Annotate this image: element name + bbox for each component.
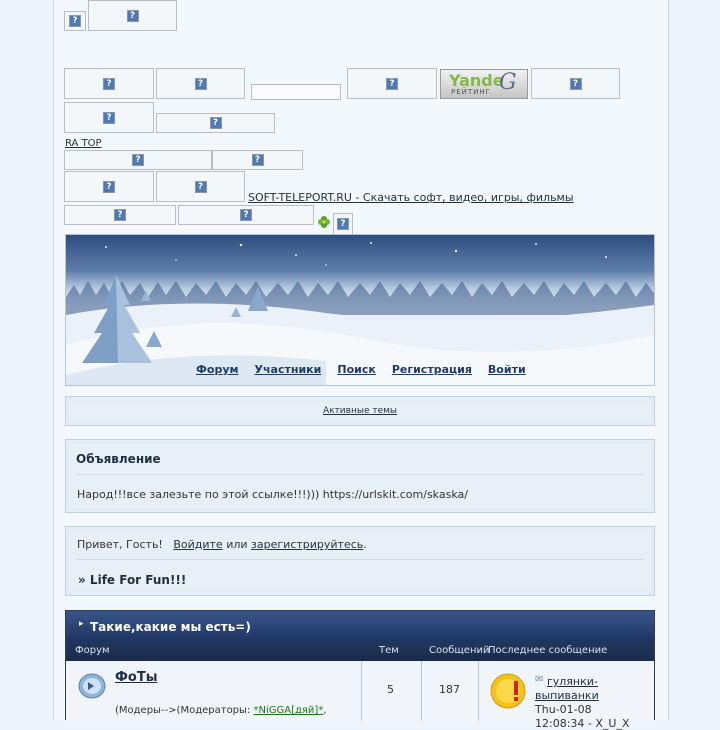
banner-2[interactable]: [88, 0, 177, 31]
moderators-prefix: (Модеры-->(Модераторы:: [115, 705, 254, 716]
welcome-line: [77, 538, 367, 551]
banner-11[interactable]: [64, 171, 154, 202]
active-topics-link[interactable]: Активные темы: [322, 406, 398, 416]
broken-image-icon: ?: [69, 15, 81, 27]
moderator-link[interactable]: *NiGGA[дяй]*: [253, 705, 324, 716]
banner-8[interactable]: [156, 113, 275, 133]
announcement-panel: [65, 439, 655, 513]
col-forum: Форум: [75, 645, 110, 656]
clover-icon[interactable]: [318, 216, 330, 228]
nav-search[interactable]: Поиск: [337, 363, 376, 376]
divider: [76, 474, 644, 475]
column-headers: [66, 642, 654, 661]
welcome-panel: [65, 526, 655, 596]
banner-15[interactable]: [333, 213, 353, 235]
last-post-avatar: [490, 673, 526, 709]
col-topics: Тем: [379, 645, 399, 656]
banner-14[interactable]: [178, 205, 314, 225]
banner-9[interactable]: [64, 150, 212, 170]
broken-image-icon: ?: [240, 209, 252, 221]
col-posts: Сообщений: [429, 645, 490, 656]
broken-image-icon: ?: [210, 117, 222, 129]
moderators-line: [115, 705, 327, 716]
forum-status-icon: [78, 673, 106, 699]
collapse-arrow-icon[interactable]: ▸: [79, 619, 84, 629]
nav-members[interactable]: Участники: [254, 363, 322, 376]
broken-image-icon: ?: [103, 181, 115, 193]
col-last-post: Последнее сообщение: [488, 645, 608, 656]
banner-7[interactable]: [64, 102, 154, 133]
banner-13[interactable]: [64, 205, 176, 225]
yandex-rating-badge[interactable]: [440, 69, 528, 99]
forum-link-foty[interactable]: ФоТы: [115, 670, 158, 685]
divider: [76, 559, 644, 560]
yandex-brand: Yande: [449, 71, 504, 90]
announcement-text: Народ!!!все залезьте по этой ссылке!!!))) https://urlskit.com/skaska/: [77, 488, 468, 501]
broken-image-icon: ?: [195, 78, 207, 90]
banner-empty-box[interactable]: [251, 84, 341, 100]
login-link[interactable]: Войдите: [173, 538, 223, 551]
forum-header: [65, 234, 655, 386]
greeting-text: Привет, Гость!: [77, 538, 163, 551]
broken-image-icon: ?: [103, 112, 115, 124]
banner-5[interactable]: [347, 68, 437, 99]
banner-3[interactable]: [64, 68, 154, 99]
announcement-title: Объявление: [76, 452, 161, 466]
broken-image-icon: ?: [127, 10, 139, 22]
nav-login[interactable]: Войти: [487, 363, 526, 376]
or-text: или: [226, 538, 248, 551]
board-title: » Life For Fun!!!: [78, 573, 187, 587]
register-link[interactable]: зарегистрируйтесь: [251, 538, 364, 551]
moderators-suffix: ,: [323, 705, 327, 716]
broken-image-icon: ?: [114, 209, 126, 221]
topics-count: 5: [387, 683, 394, 696]
divider: [478, 661, 479, 721]
broken-image-icon: ?: [570, 78, 582, 90]
last-post-date: Thu-01-08: [535, 703, 592, 716]
posts-count: 187: [439, 683, 460, 696]
soft-teleport-link[interactable]: SOFT-TELEPORT.RU - Скачать софт, видео, игры, фильмы: [248, 191, 574, 204]
nav-forum[interactable]: Форум: [196, 363, 239, 376]
ra-top-link[interactable]: RA TOP: [65, 138, 102, 149]
category-title: Такие,какие мы есть=): [90, 620, 251, 634]
banner-12[interactable]: [156, 171, 245, 202]
divider: [361, 661, 362, 721]
active-topics-panel: [65, 396, 655, 426]
divider: [421, 661, 422, 721]
banner-6[interactable]: [531, 68, 620, 99]
main-navigation: [196, 363, 526, 376]
banner-small-1[interactable]: [64, 11, 86, 31]
forum-category: [65, 610, 655, 730]
banner-4[interactable]: [156, 68, 245, 99]
envelope-icon: ✉: [535, 674, 544, 685]
yandex-subtitle: РЕЙТИНГ: [451, 88, 491, 96]
category-bar[interactable]: [66, 611, 654, 642]
broken-image-icon: ?: [252, 154, 264, 166]
broken-image-icon: ?: [195, 181, 207, 193]
broken-image-icon: ?: [386, 78, 398, 90]
table-row: [66, 661, 654, 730]
nav-register[interactable]: Регистрация: [391, 363, 472, 376]
broken-image-icon: ?: [337, 218, 349, 230]
last-post-time: 12:08:34 - X_U_X: [535, 717, 630, 730]
broken-image-icon: ?: [132, 154, 144, 166]
broken-image-icon: ?: [103, 78, 115, 90]
period-text: .: [363, 538, 367, 551]
banner-10[interactable]: [212, 150, 303, 170]
yandex-accent-letter: G: [499, 70, 517, 95]
last-post-link[interactable]: гулянки-выпиванки: [535, 675, 599, 702]
